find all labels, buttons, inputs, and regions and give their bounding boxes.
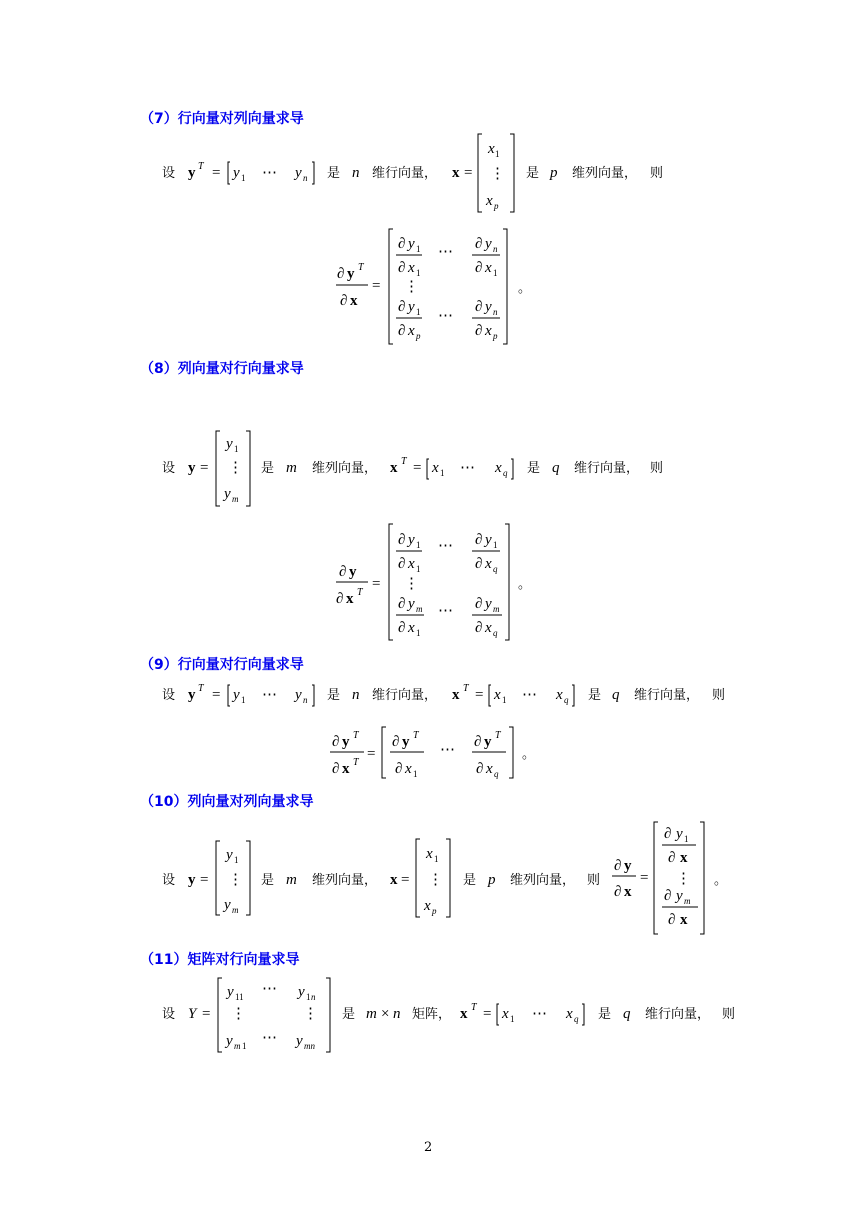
svg-text:1: 1 bbox=[234, 444, 239, 454]
svg-text:x: x bbox=[460, 1006, 468, 1022]
svg-text:∂: ∂ bbox=[332, 761, 340, 777]
svg-text:y: y bbox=[408, 236, 415, 252]
svg-text:1: 1 bbox=[440, 468, 445, 478]
svg-text:y: y bbox=[624, 858, 632, 874]
svg-text:1: 1 bbox=[241, 695, 246, 705]
is-text: 是 bbox=[598, 1007, 612, 1022]
svg-text:1: 1 bbox=[416, 307, 421, 317]
svg-text:x: x bbox=[680, 912, 688, 928]
svg-text:⋯: ⋯ bbox=[522, 687, 537, 703]
svg-text:=: = bbox=[640, 870, 649, 886]
period-text: 。 bbox=[522, 747, 536, 762]
svg-text:⋯: ⋯ bbox=[438, 308, 453, 324]
svg-text:∂: ∂ bbox=[668, 912, 676, 928]
svg-text:Y: Y bbox=[188, 1006, 197, 1022]
svg-text:=: = bbox=[200, 460, 209, 476]
svg-text:∂: ∂ bbox=[664, 888, 672, 904]
svg-text:x: x bbox=[390, 872, 398, 888]
svg-text:∂: ∂ bbox=[664, 826, 672, 842]
section-11-premise bbox=[162, 978, 735, 1052]
svg-text:m: m bbox=[416, 604, 423, 614]
svg-text:x: x bbox=[485, 620, 492, 636]
svg-text:x: x bbox=[485, 323, 492, 339]
svg-text:⋮: ⋮ bbox=[676, 871, 691, 887]
svg-text:x: x bbox=[485, 556, 492, 572]
svg-text:n: n bbox=[303, 695, 308, 705]
svg-text:∂: ∂ bbox=[398, 556, 406, 572]
section-9-heading: （9）行向量对行向量求导 bbox=[140, 657, 304, 673]
svg-text:x: x bbox=[346, 591, 354, 607]
svg-text:∂: ∂ bbox=[614, 858, 622, 874]
svg-text:∂: ∂ bbox=[475, 596, 483, 612]
svg-text:⋯: ⋯ bbox=[438, 244, 453, 260]
svg-text:x: x bbox=[408, 620, 415, 636]
svg-text:y: y bbox=[349, 564, 357, 580]
svg-text:1: 1 bbox=[495, 149, 500, 159]
svg-text:y: y bbox=[402, 734, 410, 750]
svg-text:T: T bbox=[463, 683, 469, 694]
svg-text:q: q bbox=[494, 769, 499, 779]
svg-text:=: = bbox=[200, 872, 209, 888]
svg-text:1: 1 bbox=[241, 173, 246, 183]
svg-text:=: = bbox=[202, 1006, 211, 1022]
svg-text:⋮: ⋮ bbox=[231, 1006, 246, 1022]
matrix-text: 矩阵， bbox=[412, 1007, 452, 1022]
svg-text:1: 1 bbox=[242, 1041, 247, 1051]
svg-text:=: = bbox=[372, 576, 381, 592]
svg-text:1: 1 bbox=[416, 564, 421, 574]
svg-text:y: y bbox=[226, 1033, 233, 1049]
svg-text:T: T bbox=[198, 161, 204, 172]
is-text: 是 bbox=[463, 873, 477, 888]
svg-text:y: y bbox=[408, 532, 415, 548]
svg-text:y: y bbox=[485, 596, 492, 612]
is-text: 是 bbox=[588, 688, 602, 703]
section-10-heading: （10）列向量对列向量求导 bbox=[140, 794, 314, 810]
svg-text:p: p bbox=[416, 331, 421, 341]
svg-text:x: x bbox=[342, 761, 350, 777]
svg-text:y: y bbox=[342, 734, 350, 750]
svg-text:×: × bbox=[381, 1006, 390, 1022]
svg-text:q: q bbox=[564, 695, 569, 705]
svg-text:∂: ∂ bbox=[398, 532, 406, 548]
is-text: 是 bbox=[261, 873, 275, 888]
svg-text:⋮: ⋮ bbox=[428, 872, 443, 888]
svg-text:⋯: ⋯ bbox=[460, 460, 475, 476]
svg-text:∂: ∂ bbox=[475, 532, 483, 548]
svg-text:x: x bbox=[502, 1006, 509, 1022]
row-vector-text: 维行向量， bbox=[372, 688, 438, 703]
svg-text:y: y bbox=[233, 687, 240, 703]
svg-text:x: x bbox=[408, 323, 415, 339]
svg-text:=: = bbox=[413, 460, 422, 476]
svg-text:⋯: ⋯ bbox=[440, 742, 455, 758]
svg-text:x: x bbox=[486, 761, 493, 777]
svg-text:y: y bbox=[295, 687, 302, 703]
svg-text:y: y bbox=[676, 826, 683, 842]
svg-text:y: y bbox=[226, 436, 233, 452]
svg-text:T: T bbox=[358, 262, 364, 273]
period-text: 。 bbox=[518, 281, 532, 296]
then-text: 则 bbox=[712, 688, 726, 703]
svg-text:⋮: ⋮ bbox=[404, 279, 419, 295]
then-text: 则 bbox=[650, 166, 664, 181]
svg-text:∂: ∂ bbox=[475, 323, 483, 339]
svg-text:x: x bbox=[408, 556, 415, 572]
svg-text:m: m bbox=[232, 905, 239, 915]
svg-text:1: 1 bbox=[502, 695, 507, 705]
svg-text:1: 1 bbox=[306, 992, 311, 1002]
svg-text:y: y bbox=[188, 872, 196, 888]
svg-text:⋮: ⋮ bbox=[228, 460, 243, 476]
svg-text:=: = bbox=[464, 165, 473, 181]
svg-text:y: y bbox=[188, 460, 196, 476]
section-9-premise bbox=[162, 683, 725, 706]
is-text: 是 bbox=[261, 461, 275, 476]
is-text: 是 bbox=[526, 166, 540, 181]
svg-text:x: x bbox=[494, 687, 501, 703]
svg-text:∂: ∂ bbox=[398, 596, 406, 612]
svg-text:∂: ∂ bbox=[475, 556, 483, 572]
section-8-heading: （8）列向量对行向量求导 bbox=[140, 361, 304, 377]
svg-text:=: = bbox=[372, 278, 381, 294]
svg-text:⋮: ⋮ bbox=[490, 166, 505, 182]
svg-text:y: y bbox=[485, 236, 492, 252]
svg-text:p: p bbox=[493, 331, 498, 341]
svg-text:y: y bbox=[224, 486, 231, 502]
svg-text:1: 1 bbox=[493, 540, 498, 550]
let-text: 设 bbox=[162, 1007, 176, 1022]
row-vector-text: 维行向量， bbox=[645, 1007, 711, 1022]
svg-text:y: y bbox=[408, 596, 415, 612]
svg-text:x: x bbox=[566, 1006, 573, 1022]
period-text: 。 bbox=[714, 873, 728, 888]
svg-text:∂: ∂ bbox=[340, 293, 348, 309]
svg-text:p: p bbox=[432, 906, 437, 916]
svg-text:=: = bbox=[367, 746, 376, 762]
then-text: 则 bbox=[722, 1007, 736, 1022]
svg-text:x: x bbox=[408, 260, 415, 276]
svg-text:y: y bbox=[227, 984, 234, 1000]
svg-text:x: x bbox=[680, 850, 688, 866]
svg-text:T: T bbox=[353, 730, 359, 741]
svg-text:1: 1 bbox=[413, 769, 418, 779]
svg-text:y: y bbox=[676, 888, 683, 904]
svg-text:x: x bbox=[432, 460, 439, 476]
svg-text:∂: ∂ bbox=[474, 734, 482, 750]
col-vector-text: 维列向量， bbox=[312, 461, 378, 476]
svg-text:⋯: ⋯ bbox=[532, 1006, 547, 1022]
section-10-statement bbox=[162, 822, 727, 934]
col-vector-text: 维列向量， bbox=[312, 873, 378, 888]
svg-text:p: p bbox=[488, 872, 496, 888]
svg-text:q: q bbox=[623, 1006, 631, 1022]
svg-text:x: x bbox=[405, 761, 412, 777]
svg-text:1: 1 bbox=[416, 244, 421, 254]
svg-text:1: 1 bbox=[416, 268, 421, 278]
svg-text:⋯: ⋯ bbox=[262, 981, 277, 997]
svg-text:m: m bbox=[366, 1006, 377, 1022]
svg-text:q: q bbox=[552, 460, 560, 476]
svg-text:m: m bbox=[493, 604, 500, 614]
svg-text:1: 1 bbox=[416, 628, 421, 638]
svg-text:n: n bbox=[303, 173, 308, 183]
row-vector-text: 维行向量， bbox=[574, 461, 640, 476]
svg-text:T: T bbox=[353, 757, 359, 768]
svg-text:x: x bbox=[495, 460, 502, 476]
svg-text:n: n bbox=[352, 165, 360, 181]
section-7-result bbox=[336, 229, 531, 344]
svg-text:∂: ∂ bbox=[398, 323, 406, 339]
svg-text:T: T bbox=[495, 730, 501, 741]
section-7-premise bbox=[162, 134, 663, 212]
svg-text:x: x bbox=[624, 884, 632, 900]
svg-text:T: T bbox=[198, 683, 204, 694]
is-text: 是 bbox=[327, 688, 341, 703]
svg-text:11: 11 bbox=[235, 992, 244, 1002]
svg-text:∂: ∂ bbox=[398, 236, 406, 252]
svg-text:y: y bbox=[295, 165, 302, 181]
svg-text:1: 1 bbox=[684, 834, 689, 844]
let-text: 设 bbox=[162, 688, 176, 703]
svg-text:n: n bbox=[311, 992, 316, 1002]
svg-text:m: m bbox=[286, 460, 297, 476]
svg-text:∂: ∂ bbox=[614, 884, 622, 900]
is-text: 是 bbox=[342, 1007, 356, 1022]
svg-text:y: y bbox=[296, 1033, 303, 1049]
svg-text:q: q bbox=[612, 687, 620, 703]
svg-text:x: x bbox=[488, 141, 495, 157]
svg-text:1: 1 bbox=[510, 1014, 515, 1024]
svg-text:n: n bbox=[493, 307, 498, 317]
svg-text:=: = bbox=[483, 1006, 492, 1022]
svg-text:y: y bbox=[408, 299, 415, 315]
svg-text:x: x bbox=[452, 687, 460, 703]
svg-text:p: p bbox=[494, 201, 499, 211]
svg-text:m: m bbox=[684, 896, 691, 906]
svg-text:T: T bbox=[413, 730, 419, 741]
svg-text:⋯: ⋯ bbox=[262, 687, 277, 703]
svg-text:n: n bbox=[493, 244, 498, 254]
svg-text:⋮: ⋮ bbox=[303, 1006, 318, 1022]
period-text: 。 bbox=[518, 577, 532, 592]
svg-text:∂: ∂ bbox=[398, 260, 406, 276]
svg-text:∂: ∂ bbox=[337, 266, 345, 282]
svg-text:y: y bbox=[298, 984, 305, 1000]
svg-text:x: x bbox=[486, 193, 493, 209]
svg-text:n: n bbox=[352, 687, 360, 703]
svg-text:x: x bbox=[452, 165, 460, 181]
svg-text:T: T bbox=[401, 456, 407, 467]
row-vector-text: 维行向量， bbox=[634, 688, 700, 703]
svg-text:y: y bbox=[485, 532, 492, 548]
svg-text:y: y bbox=[485, 299, 492, 315]
svg-text:q: q bbox=[503, 468, 508, 478]
col-vector-text: 维列向量， bbox=[572, 166, 638, 181]
let-text: 设 bbox=[162, 461, 176, 476]
svg-text:x: x bbox=[390, 460, 398, 476]
section-8-premise bbox=[162, 431, 663, 506]
is-text: 是 bbox=[327, 166, 341, 181]
col-vector-text: 维列向量， bbox=[510, 873, 576, 888]
svg-text:⋯: ⋯ bbox=[262, 1030, 277, 1046]
svg-text:m: m bbox=[232, 494, 239, 504]
svg-text:∂: ∂ bbox=[475, 620, 483, 636]
svg-text:x: x bbox=[556, 687, 563, 703]
svg-text:T: T bbox=[357, 587, 363, 598]
section-9-result bbox=[330, 727, 535, 779]
svg-text:⋯: ⋯ bbox=[438, 538, 453, 554]
let-text: 设 bbox=[162, 166, 176, 181]
svg-text:x: x bbox=[426, 846, 433, 862]
svg-text:y: y bbox=[224, 897, 231, 913]
svg-text:∂: ∂ bbox=[395, 761, 403, 777]
is-text: 是 bbox=[527, 461, 541, 476]
svg-text:∂: ∂ bbox=[398, 299, 406, 315]
svg-text:1: 1 bbox=[434, 854, 439, 864]
svg-text:m: m bbox=[286, 872, 297, 888]
svg-text:⋮: ⋮ bbox=[404, 576, 419, 592]
svg-text:=: = bbox=[475, 687, 484, 703]
svg-text:m: m bbox=[234, 1041, 241, 1051]
svg-text:⋯: ⋯ bbox=[262, 165, 277, 181]
then-text: 则 bbox=[650, 461, 664, 476]
svg-text:1: 1 bbox=[416, 540, 421, 550]
svg-text:y: y bbox=[188, 165, 196, 181]
svg-text:y: y bbox=[484, 734, 492, 750]
svg-text:mn: mn bbox=[304, 1041, 315, 1051]
section-8-result bbox=[336, 524, 531, 640]
section-11-heading: （11）矩阵对行向量求导 bbox=[140, 952, 300, 968]
svg-text:x: x bbox=[485, 260, 492, 276]
svg-text:=: = bbox=[212, 165, 221, 181]
svg-text:p: p bbox=[550, 165, 558, 181]
svg-text:y: y bbox=[233, 165, 240, 181]
let-text: 设 bbox=[162, 873, 176, 888]
svg-text:y: y bbox=[188, 687, 196, 703]
svg-text:∂: ∂ bbox=[475, 260, 483, 276]
svg-text:∂: ∂ bbox=[336, 591, 344, 607]
svg-text:1: 1 bbox=[493, 268, 498, 278]
section-7-heading: （7）行向量对列向量求导 bbox=[140, 111, 304, 127]
page-number: 2 bbox=[424, 1140, 433, 1155]
svg-text:∂: ∂ bbox=[668, 850, 676, 866]
svg-text:=: = bbox=[212, 687, 221, 703]
svg-text:∂: ∂ bbox=[475, 299, 483, 315]
svg-text:∂: ∂ bbox=[398, 620, 406, 636]
then-text: 则 bbox=[587, 873, 601, 888]
svg-text:1: 1 bbox=[234, 855, 239, 865]
svg-text:q: q bbox=[493, 564, 498, 574]
svg-text:y: y bbox=[226, 847, 233, 863]
svg-text:⋮: ⋮ bbox=[228, 872, 243, 888]
svg-text:x: x bbox=[424, 898, 431, 914]
svg-text:q: q bbox=[574, 1014, 579, 1024]
svg-text:x: x bbox=[350, 293, 358, 309]
row-vector-text: 维行向量， bbox=[372, 166, 438, 181]
svg-text:∂: ∂ bbox=[476, 761, 484, 777]
svg-text:∂: ∂ bbox=[339, 564, 347, 580]
svg-text:⋯: ⋯ bbox=[438, 603, 453, 619]
svg-text:n: n bbox=[393, 1006, 401, 1022]
svg-text:y: y bbox=[347, 266, 355, 282]
svg-text:T: T bbox=[471, 1002, 477, 1013]
svg-text:q: q bbox=[493, 628, 498, 638]
svg-text:∂: ∂ bbox=[392, 734, 400, 750]
svg-text:=: = bbox=[401, 872, 410, 888]
svg-text:∂: ∂ bbox=[475, 236, 483, 252]
svg-text:∂: ∂ bbox=[332, 734, 340, 750]
